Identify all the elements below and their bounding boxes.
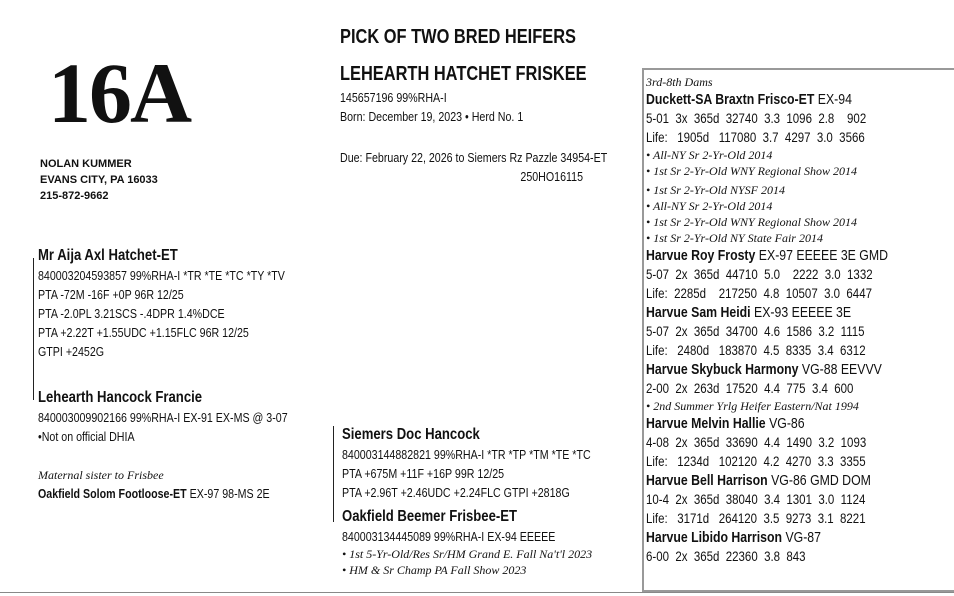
mgs-pta-1: PTA +675M +11F +16P 99R 12/25	[342, 466, 505, 481]
dam-9-record: 6-00 2x 365d 22360 3.8 843	[646, 548, 806, 564]
mgs-reg: 840003144882821 99%RHA-I *TR *TP *TM *TE *TC	[342, 447, 591, 462]
dams-list	[646, 74, 946, 566]
animal-name: LEHEARTH HATCHET FRISKEE	[340, 63, 587, 85]
dam-3-award: • 1st Sr 2-Yr-Old NYSF 2014	[646, 183, 785, 197]
dams-label: 3rd-8th Dams	[646, 75, 713, 89]
dam-8-record: 10-4 2x 365d 38040 3.4 1301 3.0 1124	[646, 491, 866, 507]
dam-8-name	[646, 471, 892, 490]
lot-title: PICK OF TWO BRED HEIFERS	[340, 26, 576, 48]
dam-3-title: Duckett-SA Braxtn Frisco-ET	[646, 91, 815, 108]
dam-details	[38, 408, 288, 446]
consignor-info	[40, 156, 158, 204]
dam-3-lifetime: Life: 1905d 117080 3.7 4297 3.0 3566	[646, 129, 865, 145]
bottom-rule	[0, 592, 954, 593]
dam-4-record: 5-07 2x 365d 44710 5.0 2222 3.0 1332	[646, 266, 873, 282]
dam-4-title: Harvue Roy Frosty	[646, 247, 756, 264]
animal-reg: 145657196 99%RHA-I	[340, 90, 447, 105]
due-code: 250HO16115	[520, 169, 584, 184]
mgs-name: Siemers Doc Hancock	[342, 426, 480, 443]
dam-3-award: • 1st Sr 2-Yr-Old NY State Fair 2014	[646, 231, 823, 245]
consignor-name: NOLAN KUMMER	[40, 158, 132, 170]
dam-7-lifetime: Life: 1234d 102120 4.2 4270 3.3 3355	[646, 453, 866, 469]
dam-5-record: 5-07 2x 365d 34700 4.6 1586 3.2 1115	[646, 323, 865, 339]
dam-7-title: Harvue Melvin Hallie	[646, 415, 766, 432]
consignor-phone: 215-872-9662	[40, 190, 109, 202]
dam-3-award: • 1st Sr 2-Yr-Old WNY Regional Show 2014	[646, 215, 857, 229]
dam-6-title: Harvue Skybuck Harmony	[646, 361, 799, 378]
maternal-sister-label: Maternal sister to Frisbee	[38, 468, 164, 482]
dam-9-name	[646, 528, 892, 547]
mgs-pta-2: PTA +2.96T +2.46UDC +2.24FLC GTPI +2818G	[342, 485, 570, 500]
granddam-award: • HM & Sr Champ PA Fall Show 2023	[342, 563, 527, 577]
animal-details	[340, 88, 523, 126]
consignor-city: EVANS CITY, PA 16033	[40, 174, 158, 186]
lot-number: 16A	[48, 45, 191, 141]
granddam-name: Oakfield Beemer Frisbee-ET	[342, 508, 518, 525]
sire-name: Mr Aija Axl Hatchet-ET	[38, 247, 178, 264]
dam-3-name	[646, 90, 892, 109]
dam-4-class: EX-97 EEEEE 3E GMD	[758, 247, 888, 264]
sire-reg: 840003204593857 99%RHA-I *TR *TE *TC *TY *TV	[38, 268, 285, 283]
sire-pta-1: PTA -72M -16F +0P 96R 12/25	[38, 287, 184, 302]
dam-3-class: EX-94	[817, 91, 852, 108]
dam-3-award: • All-NY Sr 2-Yr-Old 2014	[646, 199, 773, 213]
mgs-bracket	[333, 426, 334, 522]
dam-note: •Not on official DHIA	[38, 429, 135, 444]
dam-4-lifetime: Life: 2285d 217250 4.8 10507 3.0 6447	[646, 285, 872, 301]
dam-3-award: • 1st Sr 2-Yr-Old WNY Regional Show 2014	[646, 164, 857, 178]
dam-7-class: VG-86	[769, 415, 805, 432]
dam-3-record: 5-01 3x 365d 32740 3.3 1096 2.8 902	[646, 110, 867, 126]
dam-3-award: • All-NY Sr 2-Yr-Old 2014	[646, 148, 773, 162]
dam-7-name	[646, 414, 892, 433]
dam-4-name	[646, 246, 892, 265]
dam-6-name	[646, 360, 892, 379]
dam-8-lifetime: Life: 3171d 264120 3.5 9273 3.1 8221	[646, 510, 866, 526]
dam-5-title: Harvue Sam Heidi	[646, 304, 751, 321]
dam-9-title: Harvue Libido Harrison	[646, 529, 783, 546]
dam-6-class: VG-88 EEVVV	[801, 361, 882, 378]
maternal-sister	[38, 484, 270, 503]
animal-born: Born: December 19, 2023 • Herd No. 1	[340, 109, 524, 124]
dam-reg: 840003009902166 99%RHA-I EX-91 EX-MS @ 3-07	[38, 410, 288, 425]
sire-details	[38, 266, 285, 361]
dam-name: Lehearth Hancock Francie	[38, 389, 203, 406]
sire-pta-3: PTA +2.22T +1.55UDC +1.15FLC 96R 12/25	[38, 325, 249, 340]
dam-8-title: Harvue Bell Harrison	[646, 472, 768, 489]
dam-5-lifetime: Life: 2480d 183870 4.5 8335 3.4 6312	[646, 342, 866, 358]
granddam-award: • 1st 5-Yr-Old/Res Sr/HM Grand E. Fall Na't'l 2023	[342, 547, 593, 561]
dam-6-award: • 2nd Summer Yrlg Heifer Eastern/Nat 1994	[646, 399, 859, 413]
maternal-sister-name: Oakfield Solom Footloose-ET	[38, 486, 187, 501]
dam-5-class: EX-93 EEEEE 3E	[754, 304, 852, 321]
maternal-sister-class: EX-97 98-MS 2E	[189, 486, 270, 501]
dam-8-class: VG-86 GMD DOM	[771, 472, 871, 489]
sire-pta-2: PTA -2.0PL 3.21SCS -.4DPR 1.4%DCE	[38, 306, 225, 321]
granddam-reg: 840003134445089 99%RHA-I EX-94 EEEEE	[342, 529, 556, 544]
due-line: Due: February 22, 2026 to Siemers Rz Pazzle 34954-ET	[340, 150, 608, 165]
pedigree-bracket	[33, 258, 34, 400]
dam-5-name	[646, 303, 892, 322]
granddam-awards	[342, 546, 642, 578]
dam-7-record: 4-08 2x 365d 33690 4.4 1490 3.2 1093	[646, 434, 867, 450]
dam-6-record: 2-00 2x 263d 17520 4.4 775 3.4 600	[646, 380, 854, 396]
due-info	[340, 148, 607, 186]
dam-9-class: VG-87	[785, 529, 821, 546]
mgs-details	[342, 445, 591, 502]
sire-gtpi: GTPI +2452G	[38, 344, 105, 359]
